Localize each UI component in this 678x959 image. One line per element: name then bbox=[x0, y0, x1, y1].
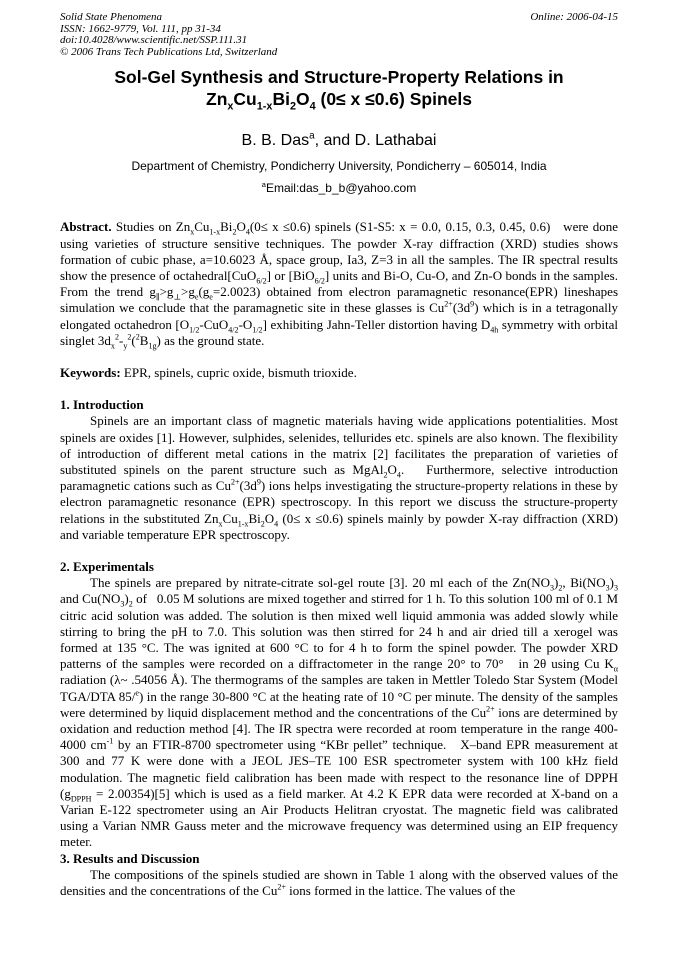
abstract-text: Studies on $Zn_xCu_{1-x}Bi_2O_4(0\le x \le 0.6)$ spinels (S1-S5: x = 0.0, 0.15, 0.3, 0.45, 0.6) were done using varieties of structure sensitive techniques. The powder X-ray diffraction (XRD) studies shows formation of cubic phase, a=10.6023 Å, space group, Ia3, Z=3 in all the samples. The IR spectral results show the presence of octahedral[CuO$_{6/2}$] or [BiO$_{6/2}$] units and Bi-O, Cu-O, and Zn-O bonds in the samples. From the trend $g_\parallel>g_\perp>g_e(g_e=2.0023)$ obtained from electron paramagnetic resonance(EPR) lineshapes simulation we conclude that the paramagnetic site in these glasses is $Cu^{2+}(3d^9)$ which is in a tetragonally elongated octahedron $[O_{1/2}-CuO_{4/2}-O_{1/2}]$ exhibiting Jahn-Teller distortion having $D_{4h}$ symmetry with orbital singlet $3d_x^2-_y^2(^2B_{1g})$ as the ground state. bbox=[60, 219, 618, 351]
results-paragraph: The compositions of the spinels studied are shown in Table 1 along with the observed values of the densities and the concentrations of the $Cu^{2+}$ ions formed in the lattice. The values of the bbox=[60, 866, 618, 899]
issn-line: ISSN: 1662-9779, Vol. 111, pp 31-34 bbox=[60, 22, 221, 35]
journal-header bbox=[60, 12, 618, 58]
keywords-text: EPR, spinels, cupric oxide, bismuth trioxide. bbox=[120, 365, 357, 380]
section-heading-results: 3. Results and Discussion bbox=[60, 850, 200, 866]
keywords-line bbox=[60, 365, 618, 381]
introduction-paragraph: Spinels are an important class of magnetic materials having wide applications potentialities. Most spinels are oxides [1]. However, sulphides, selenides, tellurides etc. spinels are also known. The flexibility of introduction of different metal cations in the matrix [2] facilitates the preparation of varieties of substituted spinels on the parent structure such as $MgAl_2O_4$. Furthermore, selective introduction paramagnetic cations such as $Cu^{2+}(3d^9)$ ions helps investigating the structure-property relations in these by electron paramagnetic resonance (EPR) spectroscopy. In this report we discuss the structure-property relations in the substituted $Zn_xCu_{1-x}Bi_2O_4$ (0≤ x ≤0.6) spinels mainly by powder X-ray diffraction (XRD) and variable temperature EPR spectroscopy. bbox=[60, 413, 618, 542]
doi-line: doi:10.4028/www.scientific.net/SSP.111.31 bbox=[60, 34, 248, 47]
section-heading-introduction: 1. Introduction bbox=[60, 397, 144, 413]
copyright-line: © 2006 Trans Tech Publications Ltd, Switzerland bbox=[60, 45, 278, 58]
online-date: Online: 2006-04-15 bbox=[530, 11, 618, 23]
experimentals-paragraph: The spinels are prepared by nitrate-citrate sol-gel route [3]. 20 ml each of the $Zn(NO_3)_2$, $Bi(NO_3)_3$ and $Cu(NO_3)_2$ of 0.05 M solutions are mixed together and stirred for 1 h. To this solution 100 ml of 0.1 M citric acid solution was added. The solution is then mixed well liquid ammonia was added slowly while stirring to bring the pH to 7.0. This solution was then stirred for 24 h and air dried till a xerogel was formed at 135 °C. The was ignited at 600 °C to for 4 h to form the spinel powder. The powder XRD patterns of the samples were recorded on a diffractometer in the range 20° to 70° in 2θ using Cu $K_\alpha$ radiation (λ~ .54056 Å). The thermograms of the samples are taken in Mettler Toledo Star System (Model TGA/DTA 85/$^e$) in the range 30-800 °C at the heating rate of 10 °C per minute. The density of the samples were determined by liquid displacement method and the concentrations of the $Cu^{2+}$ ions are determined by oxidation and reduction method [4]. The IR spectra were recorded at room temperature in the range 400-4000 $cm^{-1}$ by an FTIR-8700 spectrometer using “KBr pellet” technique. X–band EPR measurement at 300 and 77 K were done with a JEOL JES–TE 100 ESR spectrometer system with 100 kHz field modulation. The magnetic field calibration has been made with respect to the resonance line of DPPH $(g_{DPPH} = 2.00354)[5]$ which is used as a field marker. At 4.2 K EPR data were recorded at X-band on a Varian E-122 spectrometer using an Air Products Helitran cryostat. The magnetic field was calibrated using a Varian NMR Gauss meter and the microwave frequency was determined using an EIP frequency meter. bbox=[60, 575, 619, 850]
abstract-label: Abstract. bbox=[60, 219, 112, 235]
paper-title-line2: $Zn_xCu_{1-x}Bi_2O_4$ (0≤ x ≤0.6) Spinels bbox=[206, 88, 472, 113]
journal-name: Solid State Phenomena bbox=[60, 11, 163, 23]
author-email: $^a$Email:das_b_b@yahoo.com bbox=[261, 180, 417, 196]
keywords-label: Keywords: bbox=[60, 365, 121, 380]
paper-body bbox=[60, 219, 618, 899]
paper-title bbox=[60, 67, 618, 113]
affiliation: Department of Chemistry, Pondicherry University, Pondicherry – 605014, India bbox=[131, 159, 547, 174]
author-names: B. B. Das$^a$, and D. Lathabai bbox=[241, 131, 437, 150]
paper-title-line1: Sol-Gel Synthesis and Structure-Property Relations in bbox=[114, 67, 564, 88]
section-heading-experimentals: 2. Experimentals bbox=[60, 559, 154, 575]
abstract-paragraph bbox=[60, 219, 618, 349]
